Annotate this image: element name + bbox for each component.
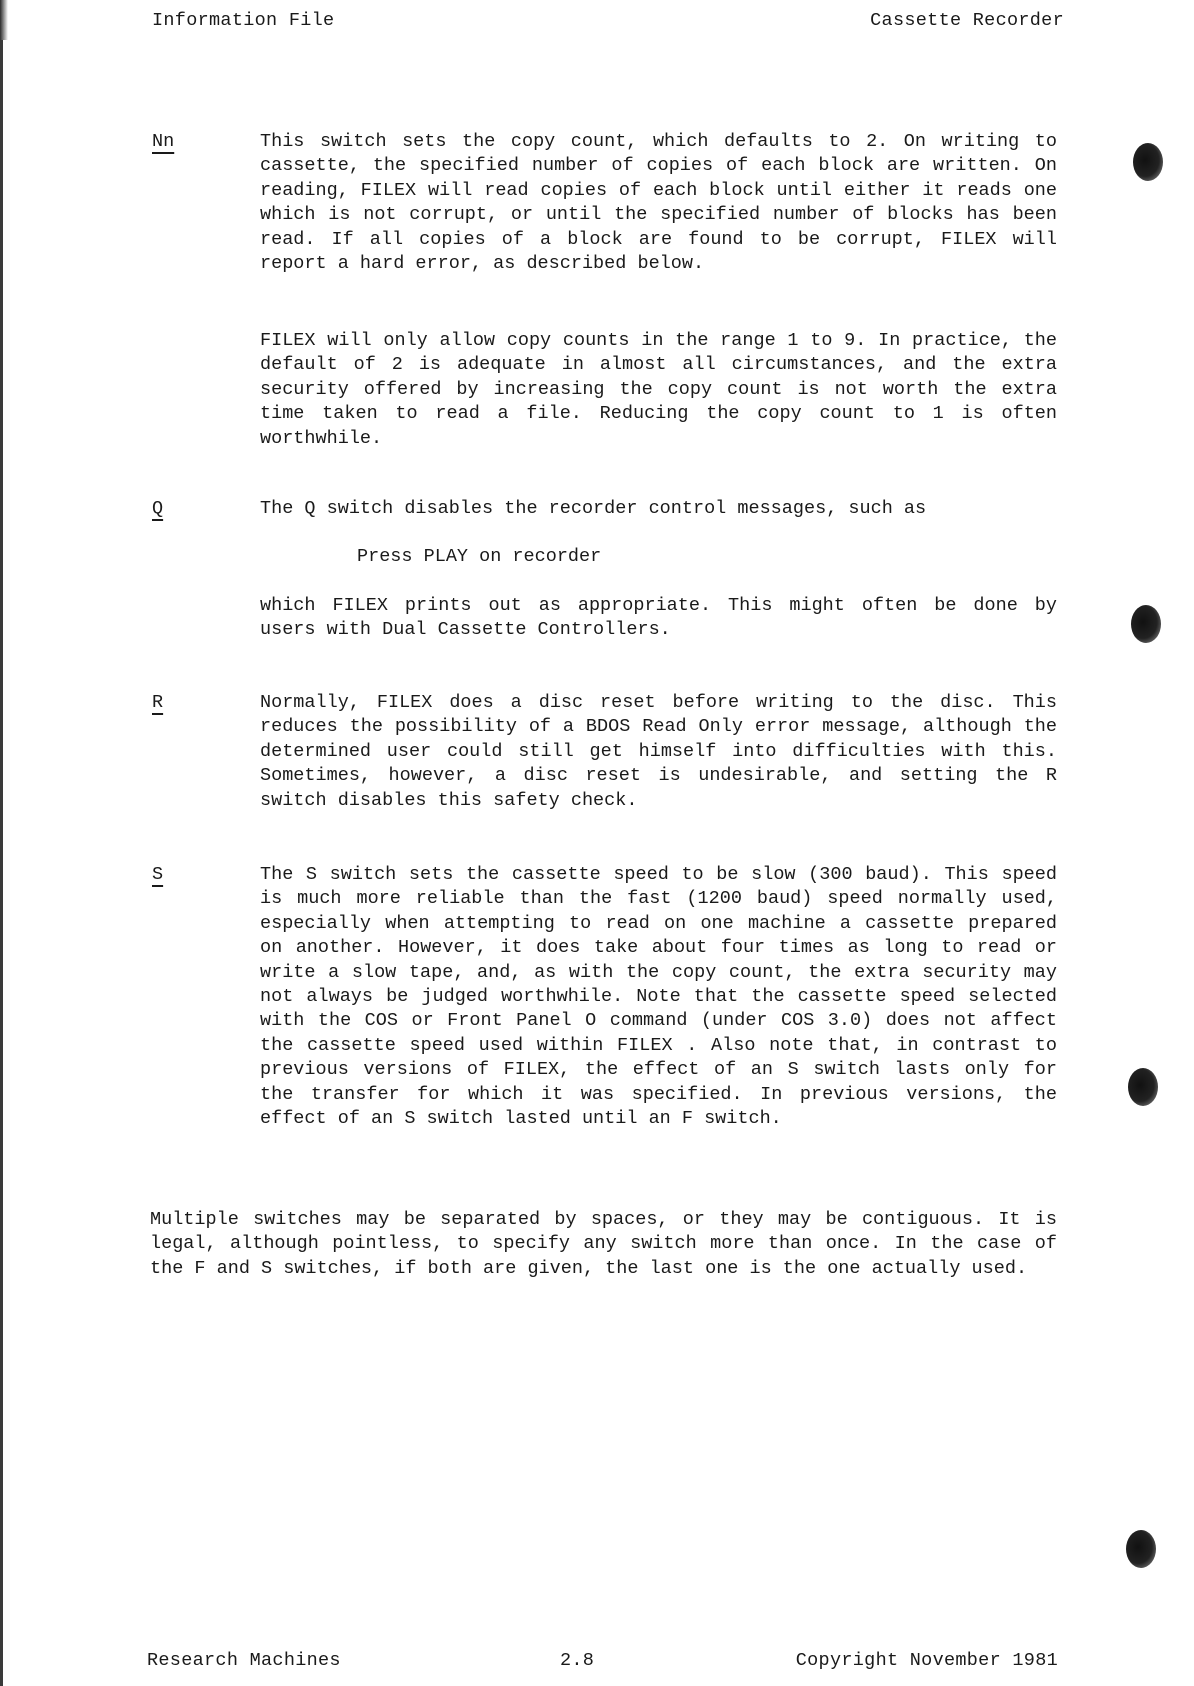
footer-page-number: 2.8	[560, 1650, 595, 1671]
switch-s-paragraph-1: The S switch sets the cassette speed to be slow (300 baud). This speed is much more reliable than the fast (1200 baud) speed normally used, especially when attempting to read on one machine a cassette prepared on another. However, it does take about four times as long to read or write a slow tape, and, as with the copy count, the extra security may not always be judged worthwhile. Note that the cassette speed selected with the COS or Front Panel O command (under COS 3.0) does not affect the cassette speed used within FILEX . Also note that, in contrast to previous versions of FILEX, the effect of an S switch lasts only for the transfer for which it was specified. In previous versions, the effect of an S switch lasted until an F switch.	[260, 864, 1057, 1130]
header-left: Information File	[152, 10, 335, 31]
switch-nn-paragraph-2: FILEX will only allow copy counts in the range 1 to 9. In practice, the default of 2 is adequate in almost all circumstances, and the extra security offered by increasing the copy count is not worth the extra time taken to read a file. Reducing the copy count to 1 is often worthwhile.	[260, 330, 1057, 449]
binder-hole-3	[1128, 1068, 1158, 1106]
switch-q-example-message: Press PLAY on recorder	[357, 546, 602, 567]
binder-hole-4	[1126, 1530, 1156, 1568]
switch-label-q: Q	[152, 498, 164, 519]
page-edge-shadow	[0, 0, 3, 1686]
closing-paragraph: Multiple switches may be separated by spaces, or they may be contiguous. It is legal, although pointless, to specify any switch more than once. In the case of the F and S switches, if both are given, the last one is the one actually used.	[150, 1209, 1057, 1279]
switch-label-s: S	[152, 864, 164, 885]
binder-hole-2	[1131, 605, 1161, 643]
switch-label-r: R	[152, 692, 164, 713]
switch-label-nn: Nn	[152, 131, 175, 152]
header-right: Cassette Recorder	[870, 10, 1064, 31]
footer-right: Copyright November 1981	[795, 1650, 1058, 1671]
switch-q-paragraph-2: which FILEX prints out as appropriate. This might often be done by users with Dual Cassette Controllers.	[260, 595, 1057, 641]
page-corner-shadow	[0, 0, 8, 40]
switch-q-paragraph-1: The Q switch disables the recorder control messages, such as	[260, 498, 927, 519]
switch-nn-paragraph-1: This switch sets the copy count, which defaults to 2. On writing to cassette, the specified number of copies of each block are written. On reading, FILEX will read copies of each block until either it reads one which is not corrupt, or until the specified number of blocks has been read. If all copies of a block are found to be corrupt, FILEX will report a hard error, as described below.	[260, 131, 1057, 275]
footer-left: Research Machines	[147, 1650, 341, 1671]
binder-hole-1	[1133, 143, 1163, 181]
switch-r-paragraph-1: Normally, FILEX does a disc reset before writing to the disc. This reduces the possibility of a BDOS Read Only error message, although the determined user could still get himself into difficulties with this. Sometimes, however, a disc reset is undesirable, and setting the R switch disables this safety check.	[260, 692, 1057, 811]
